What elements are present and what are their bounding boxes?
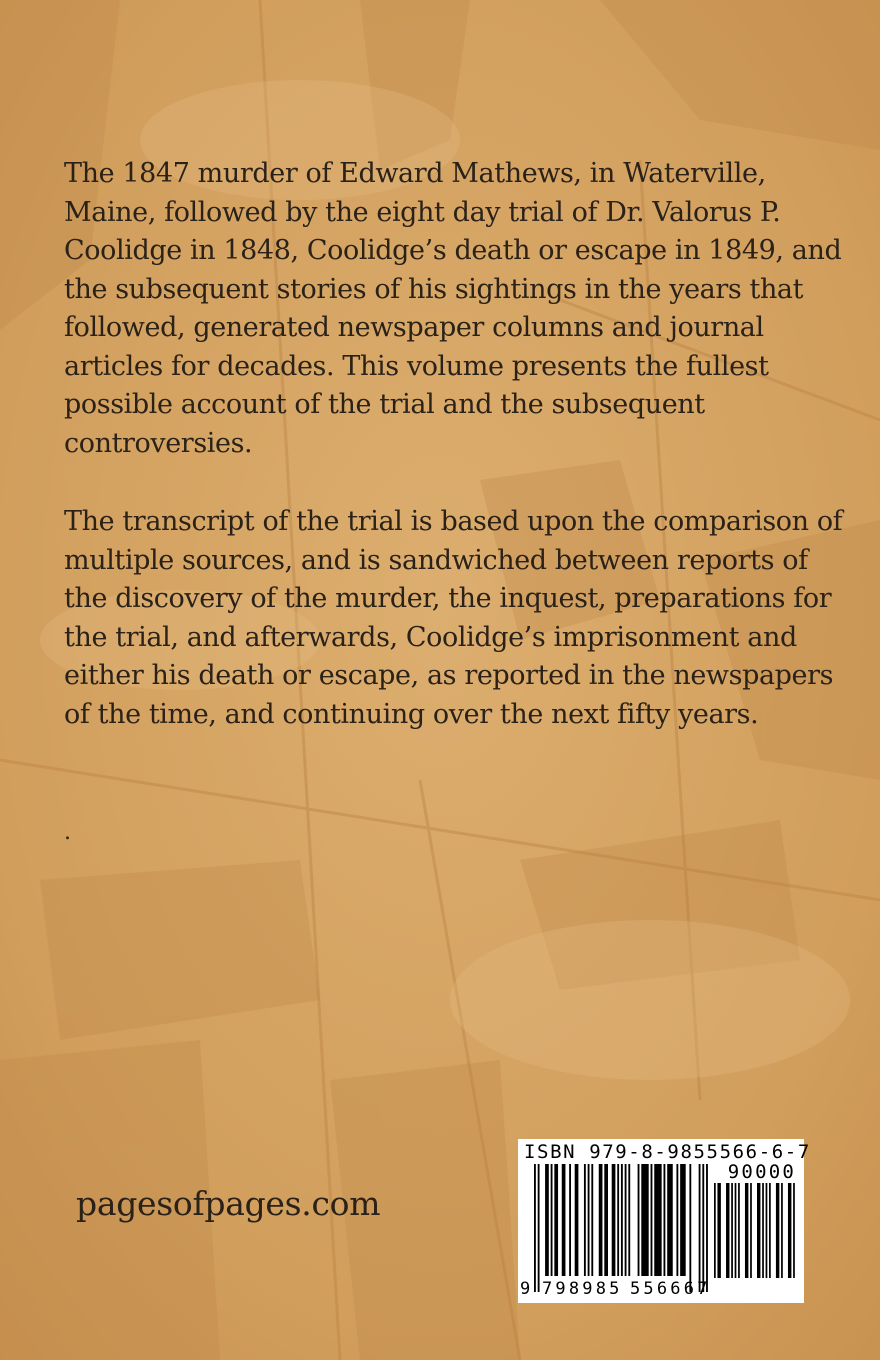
- addon-bar: [776, 1183, 779, 1278]
- barcode-bar: [617, 1164, 619, 1276]
- barcode-bar: [621, 1164, 623, 1276]
- addon-bar: [735, 1183, 737, 1278]
- barcode-bar: [641, 1164, 648, 1276]
- barcode-bar: [612, 1164, 616, 1276]
- barcode-bar: [680, 1164, 686, 1276]
- addon-bar: [769, 1183, 771, 1278]
- barcode-lead-digit: 9: [520, 1279, 534, 1299]
- addon-bar: [766, 1183, 768, 1278]
- barcode-bar: [651, 1164, 653, 1276]
- addon-bar: [714, 1183, 716, 1278]
- publisher-website: pagesofpages.com: [76, 1184, 381, 1223]
- barcode-bar: [554, 1164, 558, 1276]
- barcode-bar: [569, 1164, 571, 1276]
- barcode-bar: [654, 1164, 661, 1276]
- addon-bar: [731, 1183, 733, 1278]
- isbn-text: ISBN 979-8-9855566-6-7: [524, 1141, 811, 1163]
- barcode-bar: [575, 1164, 579, 1276]
- barcode-bar: [591, 1164, 593, 1276]
- barcode-bar: [588, 1164, 590, 1276]
- barcode-bar: [538, 1164, 540, 1292]
- barcode-bar: [706, 1164, 708, 1292]
- addon-bar: [750, 1183, 752, 1278]
- addon-bar: [793, 1183, 795, 1278]
- addon-bar: [762, 1183, 764, 1278]
- barcode-right-digits: 556667: [630, 1279, 711, 1299]
- barcode-bar: [604, 1164, 608, 1276]
- addon-bar: [781, 1183, 783, 1278]
- addon-bar: [717, 1183, 720, 1278]
- blurb-paragraph-2: The transcript of the trial is based upon the comparison of multiple sources, and is sandwiched between reports of the discovery of the murder, the inquest, preparations for the trial, and afterwards, Coolidge’s imprisonment and either his death or escape, as reported in the newspapers of the time, and continuing over the next fifty years.: [64, 506, 843, 730]
- barcode-left-digits: 798985: [542, 1279, 623, 1299]
- addon-bar: [726, 1183, 729, 1278]
- addon-bar: [745, 1183, 748, 1278]
- barcode-bar: [664, 1164, 666, 1276]
- barcode-bar: [599, 1164, 603, 1276]
- barcode-bar: [638, 1164, 640, 1276]
- addon-bars: [714, 1183, 796, 1278]
- barcode-bar: [628, 1164, 630, 1276]
- blurb-paragraph-1: The 1847 murder of Edward Mathews, in Waterville, Maine, followed by the eight day trial of Dr. Valorus P. Coolidge in 1848, Coolidge’s death or escape in 1849, and the subsequent stories of his sightings in the years that followed, generated newspaper columns and journal articles for decades. This volume presents the fullest possible account of the trial and the subsequent controversies.: [64, 158, 842, 459]
- barcode-bar: [545, 1164, 549, 1276]
- stray-mark: .: [64, 820, 71, 845]
- barcode-bar: [676, 1164, 678, 1276]
- ean-13-bars: [534, 1164, 710, 1294]
- barcode-bar: [534, 1164, 536, 1292]
- addon-bar: [738, 1183, 740, 1278]
- barcode-bar: [551, 1164, 553, 1276]
- barcode-bar: [584, 1164, 586, 1276]
- barcode-bar: [699, 1164, 701, 1292]
- barcode-bar: [689, 1164, 691, 1292]
- addon-bar: [788, 1183, 791, 1278]
- barcode-bar: [667, 1164, 673, 1276]
- barcode-bar: [625, 1164, 627, 1276]
- isbn-barcode: [518, 1139, 811, 1303]
- addon-bar: [757, 1183, 760, 1278]
- barcode-digits: [520, 1279, 802, 1301]
- price-code: 90000: [727, 1161, 796, 1183]
- barcode-bar: [702, 1164, 704, 1292]
- barcode-bar: [562, 1164, 566, 1276]
